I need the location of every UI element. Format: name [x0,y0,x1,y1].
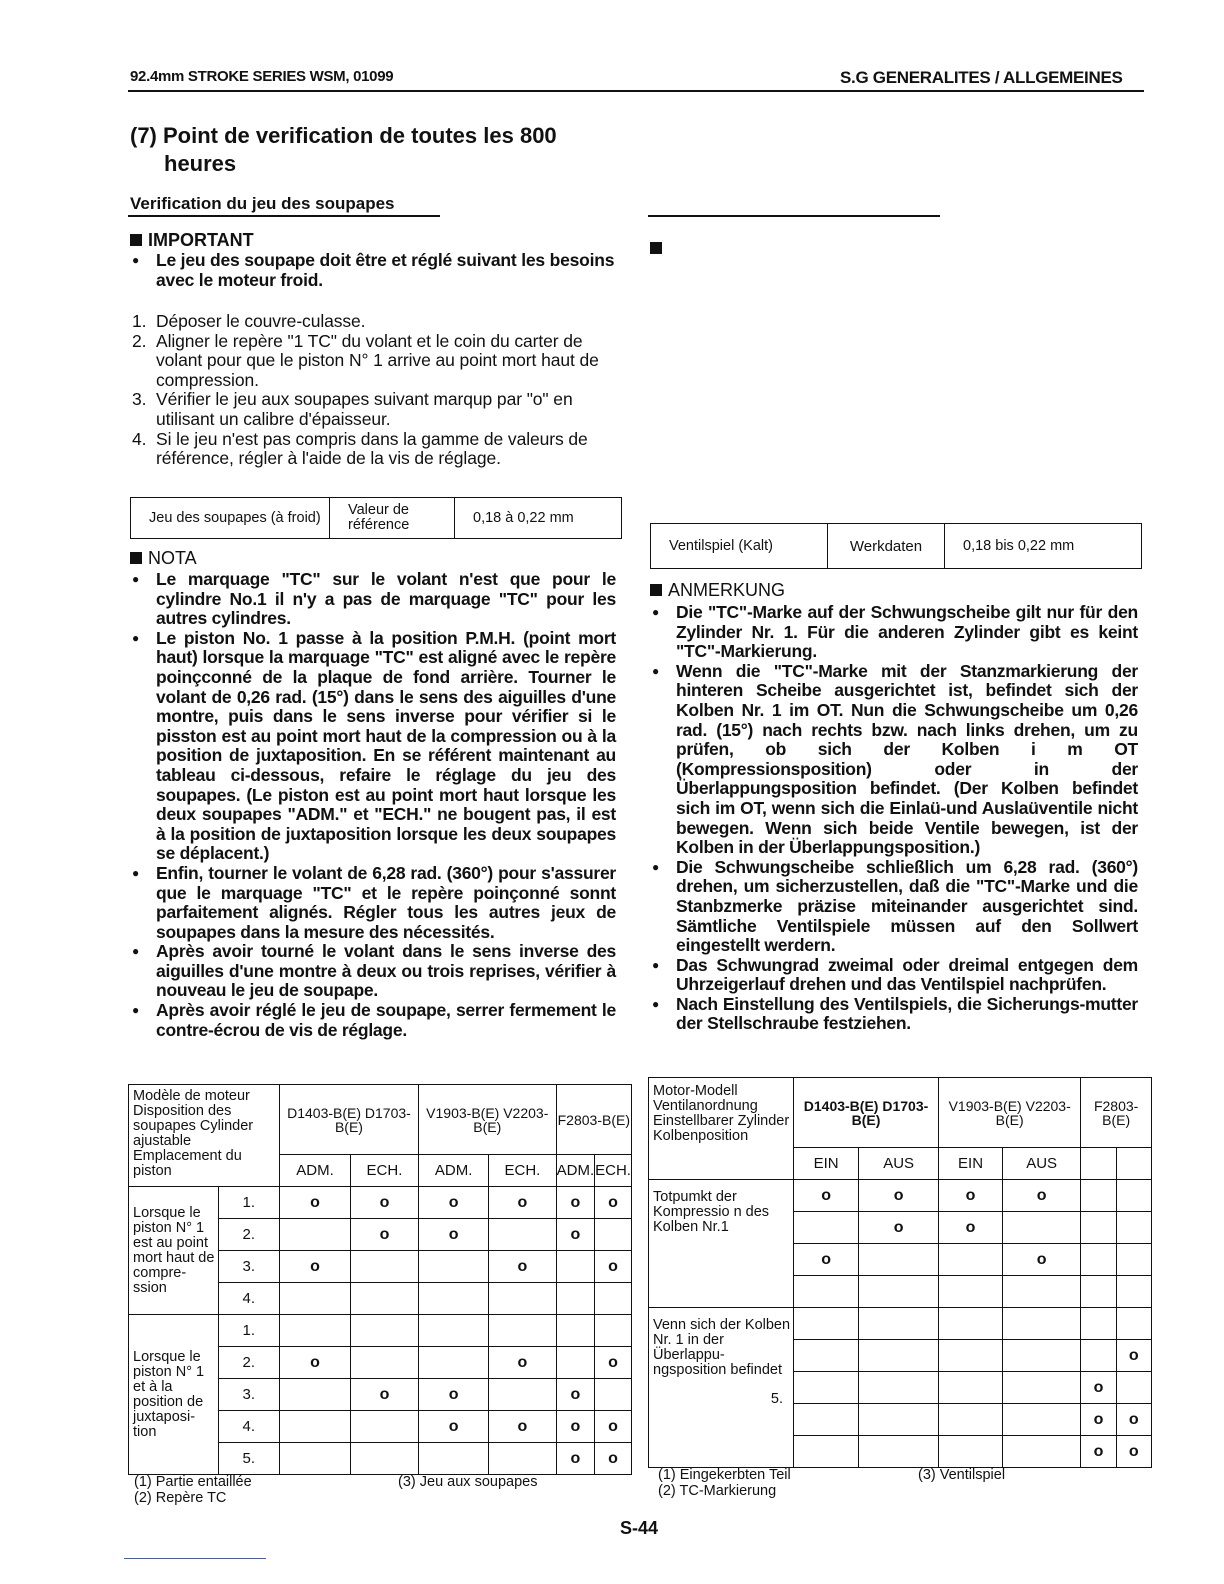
fr-valve-cell [280,1411,351,1443]
fr-valve-cell [350,1283,418,1315]
de-anm-item: ● Die "TC"-Marke auf der Schwungscheibe gilt nur für den Zylinder Nr. 1. Für die anderen Zylinder gibt es keint "TC"-Markierung. [650,603,1138,662]
de-valve-cell [1081,1180,1116,1212]
de-valve-cell [1003,1436,1081,1468]
de-valve-cell [1081,1244,1116,1276]
fr-group-label: Lorsque le piston N° 1 et à la position de juxtaposi-tion [129,1315,219,1475]
fr-step: 4. Si le jeu n'est pas compris dans la gamme de valeurs de référence, régler à l'aide de la vis de réglage. [132,428,588,469]
de-group-label: Totpumkt der Kompressio n des Kolben Nr.1 [649,1180,794,1308]
table-row [129,1187,632,1219]
fr-footnote: (2) Repère TC [134,1490,227,1506]
empty-cell [1116,1148,1151,1180]
de-valve-cell [859,1340,939,1372]
fr-valve-cell [280,1379,351,1411]
fr-valve-cell [489,1379,556,1411]
de-valve-cell [859,1308,939,1340]
de-valve-cell [794,1308,859,1340]
fr-valve-cell: o [595,1347,632,1379]
de-valve-cell: o [1116,1404,1151,1436]
de-row-number: 5. [770,1391,783,1407]
fr-valve-cell [280,1315,351,1347]
de-aus-header: AUS [859,1148,939,1180]
de-valve-cell [1003,1372,1081,1404]
fr-valve-cell [556,1347,595,1379]
de-valve-cell [1116,1308,1151,1340]
fr-ech-header: ECH. [595,1155,632,1187]
de-anm-item: ● Das Schwungrad zweimal oder dreimal entgegen dem Uhrzeigerlauf drehen und das Ventilspiel nachprüfen. [650,956,1138,995]
square-bullet-icon [130,234,142,246]
fr-valve-cell [418,1443,488,1475]
de-valve-cell [1003,1308,1081,1340]
fr-adm-header: ADM. [280,1155,351,1187]
fr-valve-cell [418,1283,488,1315]
de-valve-cell: o [794,1244,859,1276]
de-valve-cell [939,1276,1003,1308]
de-valve-cell [794,1276,859,1308]
de-valve-cell [859,1244,939,1276]
fr-important-heading: IMPORTANT [130,230,254,251]
fr-footnote: (3) Jeu aux soupapes [398,1474,538,1490]
fr-valve-cell [595,1315,632,1347]
de-valve-cell [859,1276,939,1308]
de-valve-table [648,1077,1152,1468]
fr-valve-cell: o [280,1251,351,1283]
fr-valve-cell: o [489,1347,556,1379]
de-valve-cell [1003,1340,1081,1372]
de-ein-header: EIN [794,1148,859,1180]
de-valve-cell [1116,1244,1151,1276]
fr-valve-cell [489,1443,556,1475]
fr-step: 3. Vérifier le jeu aux soupapes suivant marqup par "o" en utilisant un calibre d'épaisseur. [132,389,573,429]
fr-model-header: D1403-B(E) D1703-B(E) [280,1085,419,1155]
fr-row-number: 3. [218,1251,279,1283]
header-rule [128,90,1144,92]
de-anm-heading: ANMERKUNG [650,580,785,601]
fr-valve-cell [595,1283,632,1315]
fr-nota-item: ● Après avoir tourné le volant dans le sens inverse des aiguilles d'une montre à deux ou trois reprises, vérifier à nouveau le jeu de soupape. [130,942,616,1001]
de-valve-cell [1081,1340,1116,1372]
de-valve-cell [859,1404,939,1436]
table-row [129,1315,632,1347]
fr-valve-cell: o [489,1187,556,1219]
de-anm-item: ● Nach Einstellung des Ventilspiels, die Sicherungs-mutter der Stellschraube festziehen. [650,995,1138,1034]
fr-valve-cell: o [280,1187,351,1219]
fr-valve-cell: o [556,1411,595,1443]
table-row [649,1180,1152,1212]
fr-valve-cell [350,1251,418,1283]
fr-valve-cell: o [350,1219,418,1251]
fr-valve-cell: o [350,1187,418,1219]
fr-nota-item: ● Le marquage "TC" sur le volant n'est que pour le cylindre No.1 il n'y a pas de marquage "TC" pour les autres cylindres. [130,570,616,629]
fr-nota-heading: NOTA [130,548,197,569]
fr-valve-cell: o [418,1219,488,1251]
de-model-header: D1403-B(E) D1703-B(E) [794,1078,939,1148]
de-valve-cell [1081,1212,1116,1244]
fr-row-number: 4. [218,1411,279,1443]
de-model-header: F2803-B(E) [1081,1078,1152,1148]
de-valve-cell: o [939,1180,1003,1212]
fr-nota-item: ● Le piston No. 1 passe à la position P.M.H. (point mort haut) lorsque la marquage "TC" est aligné avec le repère poinçconné de la plaque de fond arrière. Tourner le volant de 0,26 rad. (15°) dans le sens des aiguilles d'une montre, puis dans le sens inverse pour vérifier si le pisston est au point mort haut de la compression ou à la position de juxtaposition. En se référent maintenant au tableau ci-dessous, refaire le réglage du jeu des soupapes. (Le piston est au point mort haut lorsque les deux soupapes "ADM." et "ECH." ne bougent pas, il est à la position de juxtaposition lorsque les deux soupapes se déplacent.) [130,629,616,864]
de-valve-cell [794,1212,859,1244]
fr-valve-cell [350,1347,418,1379]
fr-model-header: F2803-B(E) [556,1085,631,1155]
de-valve-cell: o [794,1180,859,1212]
de-valve-cell [794,1372,859,1404]
fr-valve-cell [418,1315,488,1347]
fr-valve-cell [556,1315,595,1347]
fr-valve-cell: o [556,1379,595,1411]
fr-valve-cell: o [595,1187,632,1219]
de-valve-cell [939,1436,1003,1468]
de-valve-cell [859,1372,939,1404]
fr-footnote: (1) Partie entaillée [134,1474,252,1490]
fr-valve-cell [350,1411,418,1443]
fr-valve-cell [489,1219,556,1251]
fr-important-text: ● Le jeu des soupape doit être et réglé suivant les besoins avec le moteur froid. [130,251,616,290]
de-valve-cell [939,1340,1003,1372]
de-valve-cell [794,1404,859,1436]
fr-adm-header: ADM. [418,1155,488,1187]
de-valve-cell: o [859,1212,939,1244]
fr-nota-list [130,570,616,1040]
fr-valve-cell: o [556,1443,595,1475]
de-ein-header: EIN [939,1148,1003,1180]
de-subtitle-rule [648,215,940,217]
fr-valve-cell: o [489,1251,556,1283]
de-valve-cell: o [1116,1436,1151,1468]
de-spec-label: Ventilspiel (Kalt) [651,524,828,569]
de-anm-list [650,603,1138,1034]
fr-row-number: 2. [218,1219,279,1251]
fr-valve-cell [350,1315,418,1347]
fr-table-corner: Modèle de moteur Disposition des soupapes Cylinder ajustable Emplacement du piston [129,1085,280,1187]
fr-valve-cell [489,1283,556,1315]
square-bullet-icon [650,242,662,254]
header-left: 92.4mm STROKE SERIES WSM, 01099 [130,68,394,85]
de-valve-cell [939,1372,1003,1404]
fr-row-number: 4. [218,1283,279,1315]
fr-valve-table [128,1084,632,1475]
fr-valve-cell [418,1347,488,1379]
de-valve-cell: o [1081,1436,1116,1468]
fr-nota-item: ● Enfin, tourner le volant de 6,28 rad. (360°) pour s'assurer que le marquage "TC" et le repère poinçonné sonnt parfaitement alignés. Régler tous les autres jeux de soupapes dans la mesure des nécessités. [130,864,616,942]
fr-adm-header: ADM. [556,1155,595,1187]
de-valve-cell [939,1404,1003,1436]
fr-valve-cell: o [556,1219,595,1251]
de-valve-cell [939,1308,1003,1340]
fr-model-header: V1903-B(E) V2203-B(E) [418,1085,556,1155]
fr-ech-header: ECH. [489,1155,556,1187]
fr-valve-cell: o [418,1187,488,1219]
fr-spec-value: 0,18 à 0,22 mm [455,498,622,539]
de-valve-cell [794,1436,859,1468]
fr-step: 2. Aligner le repère "1 TC" du volant et le coin du carter de volant pour que le piston N° 1 arrive au point mort haut de compression. [132,330,599,390]
de-valve-cell: o [1081,1404,1116,1436]
fr-valve-cell [280,1443,351,1475]
fr-valve-cell [489,1315,556,1347]
fr-valve-cell [556,1283,595,1315]
de-table-corner: Motor-Modell Ventilanordnung Einstellbarer Zylinder Kolbenposition [649,1078,794,1180]
fr-spec-header: Valeur de référence [330,498,455,539]
page-number: S-44 [620,1518,659,1538]
fr-valve-cell: o [556,1187,595,1219]
fr-subtitle-rule [128,215,440,217]
de-spec-table [650,523,1142,569]
fr-valve-cell: o [280,1347,351,1379]
section-title: (7) Point de verification de toutes les 800 heures [130,123,557,176]
table-row [649,1308,1152,1340]
fr-valve-cell: o [595,1251,632,1283]
fr-subtitle: Verification du jeu des soupapes [130,194,395,213]
fr-important-list [130,251,616,290]
de-footnote: (3) Ventilspiel [918,1467,1006,1483]
de-valve-cell [1116,1180,1151,1212]
fr-valve-cell [350,1443,418,1475]
de-anm-item: ● Wenn die "TC"-Marke mit der Stanzmarkierung der hinteren Scheibe ausgerichtet ist, befindet sich der Kolben Nr. 1 im OT. Nun die Schwungscheibe um 0,26 rad. (15°) nach rechts bzw. nach links drehen, um zu prüfen, ob sich der Kolben i m OT (Kompressionsposition) oder in der Überlappungsposition befindet. (Der Kolben befindet sich im OT, wenn sich die Einlaü-und Auslaüventile nicht bewegen. Wenn sich beide Ventile bewegen, ist der Kolben in der Überlappungsposition.) [650,662,1138,858]
de-footnote: (1) Eingekerbten Teil [658,1467,791,1483]
fr-spec-table [130,497,622,539]
fr-spec-label: Jeu des soupapes (à froid) [131,498,330,539]
de-valve-cell: o [1116,1340,1151,1372]
de-spec-value: 0,18 bis 0,22 mm [945,524,1142,569]
de-footnote: (2) TC-Markierung [658,1483,777,1499]
fr-valve-cell [280,1219,351,1251]
de-valve-cell [1116,1372,1151,1404]
fr-nota-item: ● Après avoir réglé le jeu de soupape, serrer fermement le contre-écrou de vis de réglage. [130,1001,616,1040]
de-valve-cell [939,1244,1003,1276]
square-bullet-icon [130,552,142,564]
fr-row-number: 5. [218,1443,279,1475]
de-valve-cell: o [1003,1180,1081,1212]
fr-row-number: 2. [218,1347,279,1379]
fr-valve-cell: o [489,1411,556,1443]
de-valve-cell [1003,1404,1081,1436]
footer-rule [124,1558,266,1559]
fr-row-number: 1. [218,1187,279,1219]
de-valve-cell [1116,1276,1151,1308]
de-valve-cell [1003,1212,1081,1244]
fr-ech-header: ECH. [350,1155,418,1187]
de-anm-item: ● Die Schwungscheibe schließlich um 6,28 rad. (360°) drehen, um sicherzustellen, daß die "TC"-Marke und die Stanbzmerke präzise miteinander ausgerichtet sind. Sämtliche Ventilspiele müssen auf den Sollwert eingestellt werdern. [650,858,1138,956]
de-valve-cell [1081,1308,1116,1340]
de-valve-cell: o [859,1180,939,1212]
fr-valve-cell [418,1251,488,1283]
fr-valve-cell [280,1283,351,1315]
fr-steps [132,312,616,469]
de-valve-cell [859,1436,939,1468]
de-spec-header: Werkdaten [828,524,945,569]
de-model-header: V1903-B(E) V2203-B(E) [939,1078,1081,1148]
de-valve-cell [1003,1276,1081,1308]
fr-valve-cell: o [418,1379,488,1411]
header-right: S.G GENERALITES / ALLGEMEINES [840,68,1123,87]
fr-row-number: 3. [218,1379,279,1411]
square-bullet-icon [650,584,662,596]
fr-valve-cell [595,1379,632,1411]
de-valve-cell [794,1340,859,1372]
fr-step: 1. Déposer le couvre-culasse. [132,311,366,331]
de-aus-header: AUS [1003,1148,1081,1180]
fr-valve-cell [595,1219,632,1251]
fr-valve-cell: o [418,1411,488,1443]
de-valve-cell: o [1081,1372,1116,1404]
de-valve-cell: o [1003,1244,1081,1276]
fr-valve-cell: o [595,1443,632,1475]
fr-group-label: Lorsque le piston N° 1 est au point mort haut de compre-ssion [129,1187,219,1315]
fr-valve-cell [556,1251,595,1283]
de-valve-cell [1081,1276,1116,1308]
fr-valve-cell: o [595,1411,632,1443]
fr-row-number: 1. [218,1315,279,1347]
de-valve-cell [1116,1212,1151,1244]
fr-valve-cell: o [350,1379,418,1411]
de-group-label: Venn sich der Kolben Nr. 1 in der Überlappu-ngsposition befindet 5. [649,1308,794,1468]
empty-cell [1081,1148,1116,1180]
de-valve-cell: o [939,1212,1003,1244]
